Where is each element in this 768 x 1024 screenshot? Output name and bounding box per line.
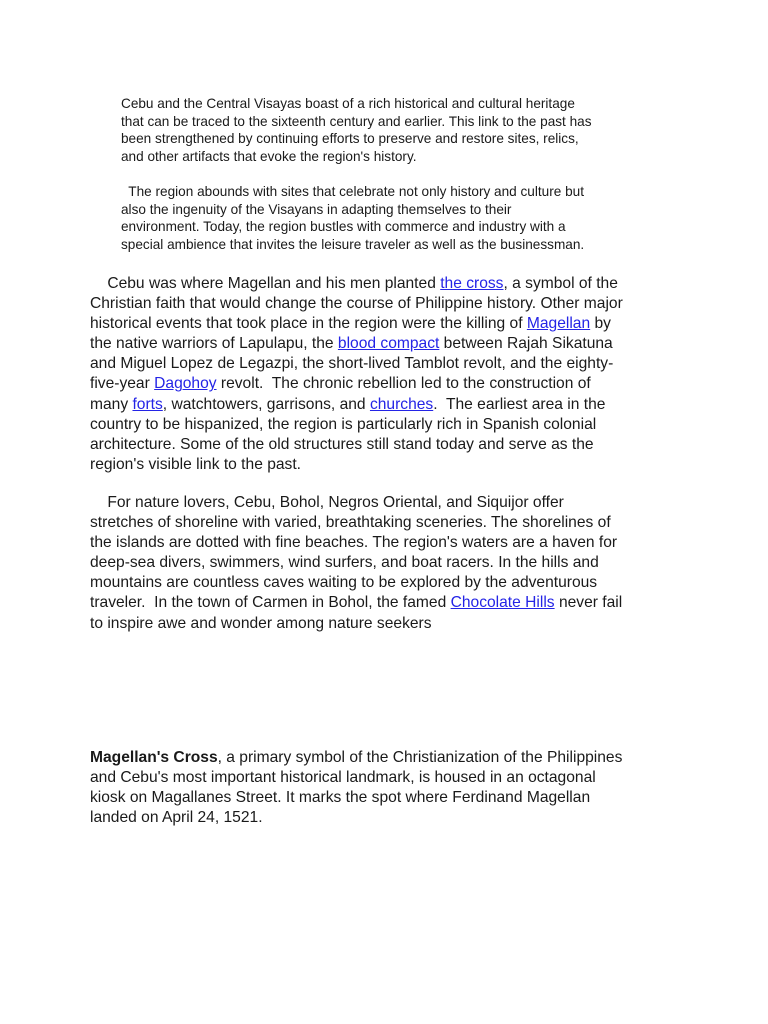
nature-line [90,593,690,613]
nature-paragraph [90,493,690,634]
history-line [90,314,690,334]
history-line: architecture. Some of the old structures still stand today and serve as the [90,435,594,453]
text-run: never fail [554,594,623,612]
text-run: by [590,315,611,333]
cross-line: and Cebu's most important historical landmark, is housed in an octagonal [90,769,596,787]
text-run: , a primary symbol of the Christianization of the Philippines [217,749,623,766]
history-paragraph [90,274,690,475]
nature-line: mountains are countless caves waiting to be explored by the adventurous [90,574,598,592]
nature-line: the islands are dotted with fine beaches. The region's waters are a haven for [90,534,618,552]
intro-p2-line: special ambience that invites the leisure traveler as well as the businessman. [121,236,585,252]
history-line: region's visible link to the past. [90,455,302,473]
cross-line: kiosk on Magallanes Street. It marks the spot where Ferdinand Magellan [90,789,591,807]
history-line: and Miguel Lopez de Legazpi, the short-lived Tamblot revolt, and the eighty- [90,355,614,373]
nature-line: to inspire awe and wonder among nature seekers [90,614,432,632]
text-run: the native warriors of Lapulapu, the [90,335,338,353]
forts-link[interactable]: forts [132,395,163,413]
intro-p2-line: The region abounds with sites that celebrate not only history and culture but [121,184,584,199]
history-line: country to be hispanized, the region is particularly rich in Spanish colonial [90,415,597,433]
history-line [90,334,690,354]
intro-p1-line: Cebu and the Central Visayas boast of a rich historical and cultural heritage [121,96,575,111]
intro-p1-line: that can be traced to the sixteenth century and earlier. This link to the past has [121,113,592,129]
intro-paragraph-2 [121,183,661,253]
text-run: revolt. The chronic rebellion led to the construction of [216,375,591,393]
text-run: , watchtowers, garrisons, and [162,395,370,413]
history-line [90,374,690,394]
dagohoy-link[interactable]: Dagohoy [154,375,217,393]
text-run: five-year [90,375,155,393]
intro-p1-line: been strengthened by continuing efforts to preserve and restore sites, relics, [121,131,579,146]
nature-line: For nature lovers, Cebu, Bohol, Negros Oriental, and Siquijor offer [90,494,564,511]
history-line [90,395,690,415]
intro-p2-line: environment. Today, the region bustles with commerce and industry with a [121,219,566,234]
text-run: historical events that took place in the region were the killing of [90,315,527,333]
cross-line [90,748,690,768]
chocolate-hills-link[interactable]: Chocolate Hills [450,594,555,612]
intro-p2-line: also the ingenuity of the Visayans in adapting themselves to their [121,201,512,217]
text-run: between Rajah Sikatuna [439,335,613,353]
text-run: . The earliest area in the [433,395,606,413]
history-line: Christian faith that would change the course of Philippine history. Other major [90,295,623,313]
nature-line: deep-sea divers, swimmers, wind surfers, and boat racers. In the hills and [90,554,599,572]
intro-p1-line: and other artifacts that evoke the region's history. [121,148,417,164]
text-run: Cebu was where Magellan and his men planted [90,275,441,292]
magellans-cross-heading: Magellan's Cross [90,749,218,766]
text-run: traveler. In the town of Carmen in Bohol, the famed [90,594,451,612]
the-cross-link[interactable]: the cross [440,275,504,292]
cross-line: landed on April 24, 1521. [90,809,263,827]
magellan-link[interactable]: Magellan [526,315,591,333]
history-line [90,274,690,294]
nature-line: stretches of shoreline with varied, breathtaking sceneries. The shorelines of [90,514,611,532]
churches-link[interactable]: churches [369,395,434,413]
text-run: , a symbol of the [503,275,618,292]
intro-paragraph-1 [121,95,661,165]
magellans-cross-paragraph [90,748,690,828]
text-run: many [90,395,133,413]
blood-compact-link[interactable]: blood compact [337,335,440,353]
